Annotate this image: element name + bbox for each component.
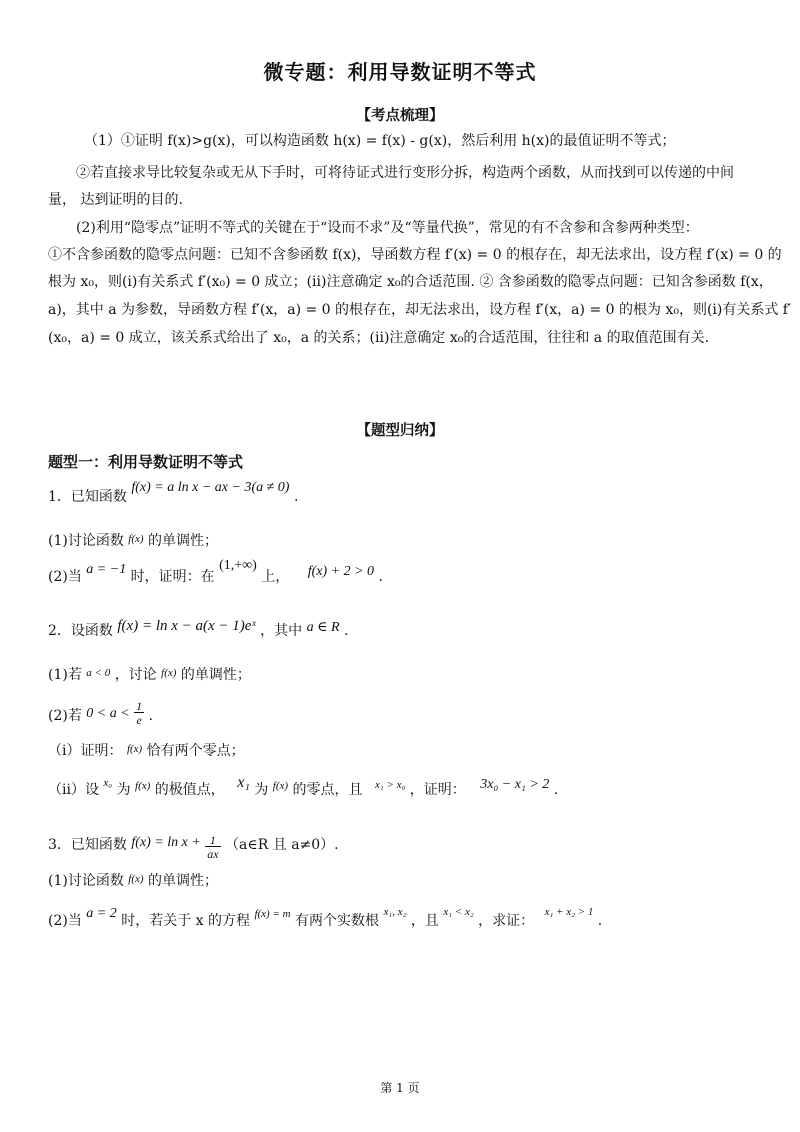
para-1: （1）①证明 f(x)>g(x)，可以构造函数 h(x) = f(x) - g(x)，然后利用 h(x)的最值证明不等式； xyxy=(84,133,676,149)
problem-3-q1-prefix: (1)讨论函数 xyxy=(48,873,124,889)
problem-3-q2-b: 时，若关于 x 的方程 xyxy=(121,913,250,929)
problem-1-q1-fx: f(x) xyxy=(128,533,144,545)
problem-2-qii-f: ，证明： xyxy=(409,782,466,798)
page-title: 微专题：利用导数证明不等式 xyxy=(263,60,537,84)
fraction-denominator: ax xyxy=(207,847,219,861)
problem-3-q1-suffix: 的单调性； xyxy=(148,873,219,889)
para-3e: (x₀，a) = 0 成立，该关系式给出了 x₀，a 的关系；(ii)注意确定 x₀的合适范围，往往和 a 的取值范围有关. xyxy=(48,330,710,346)
problem-3-prefix: 3．已知函数 xyxy=(48,837,127,853)
problem-2-qii-x0: x₀ xyxy=(103,777,113,789)
problem-2-stem xyxy=(48,618,349,641)
problem-1-stem xyxy=(48,480,299,507)
problem-1-q2 xyxy=(48,558,383,587)
para-2b: 量， 达到证明的目的. xyxy=(48,192,183,208)
problem-1-q2-end: . xyxy=(378,569,383,585)
problem-1-prefix: 1．已知函数 xyxy=(48,489,127,505)
problem-2-q1-cond: a < 0 xyxy=(86,667,111,679)
problem-2-qi-fx: f(x) xyxy=(126,743,143,755)
problem-1-q2-c: 上， xyxy=(261,569,290,585)
problem-3-q2-ineq: x₁ + x₂ > 1 xyxy=(544,906,594,918)
problem-2-qii-cond: x₁ > x₀ xyxy=(374,779,406,791)
fraction-numerator: 1 xyxy=(136,699,143,713)
problem-1-q2-b: 时，证明：在 xyxy=(130,569,215,585)
problem-2-q1-fx: f(x) xyxy=(161,667,177,679)
fraction-numerator: 1 xyxy=(209,833,216,847)
problem-1-q1-prefix: (1)讨论函数 xyxy=(48,533,124,549)
question-type-title: 题型一：利用导数证明不等式 xyxy=(48,453,244,471)
page-number: 第 1 页 xyxy=(380,1081,420,1095)
problem-2-qii xyxy=(48,774,559,800)
problem-2-qi-prefix: （i）证明： xyxy=(48,743,123,759)
problem-2-q1-mid: ，讨论 xyxy=(114,667,157,683)
problem-1-q1-suffix: 的单调性； xyxy=(148,533,219,549)
problem-2-qii-e: 的零点，且 xyxy=(292,782,363,798)
para-2a: ②若直接求导比较复杂或无从下手时，可将待证式进行变形分拆，构造两个函数，从而找到可以传递的中间 xyxy=(76,165,734,181)
problem-2-qi-suffix: 恰有两个零点； xyxy=(146,743,245,759)
section-heading-tixing: 【题型归纳】 xyxy=(356,423,444,439)
problem-2-qii-fx2: f(x) xyxy=(272,780,289,792)
problem-2-q2-lhs: 0 < a < xyxy=(86,706,130,721)
para-3d: a)，其中 a 为参数，导函数方程 f′(x，a) = 0 的根存在，却无法求出，设方程 f′(x，a) = 0 的根为 x₀，则(i)有关系式 f′ xyxy=(48,302,792,318)
problem-2-cond: a ∈ R xyxy=(306,620,340,635)
problem-3-q2-roots: x₁, x₂ xyxy=(383,906,407,918)
problem-2-formula: f(x) = ln x − a(x − 1)eˣ xyxy=(117,618,256,634)
problem-2-q2-prefix: (2)若 xyxy=(48,708,82,724)
problem-2-q2 xyxy=(48,699,154,729)
problem-2-qii-x1: x₁ xyxy=(237,774,250,791)
para-3c: 根为 x₀，则(i)有关系式 f′(x₀) = 0 成立；(ii)注意确定 x₀的合适范围. ② 含参函数的隐零点问题：已知含参函数 f(x， xyxy=(48,274,773,290)
problem-3-cond: （a∈R 且 a≠0）. xyxy=(225,837,339,853)
problem-3-q2-cond: a = 2 xyxy=(86,906,117,921)
problem-3-q2-d: ，且 xyxy=(410,913,439,929)
problem-2-q2-fraction xyxy=(134,700,144,726)
problem-3-q2-order: x₁ < x₂ xyxy=(443,906,474,918)
para-3a: (2)利用“隐零点”证明不等式的关键在于“设而不求”及“等量代换”，常见的有不含参和含参两种类型： xyxy=(76,220,699,236)
problem-2-qii-ineq: 3x₀ − x₁ > 2 xyxy=(480,777,550,792)
problem-2-qii-a: （ii）设 xyxy=(48,782,99,798)
problem-3-q2-a: (2)当 xyxy=(48,913,82,929)
problem-3-q2-c: 有两个实数根 xyxy=(295,913,380,929)
problem-1-q2-a: (2)当 xyxy=(48,569,82,585)
problem-3-stem xyxy=(48,832,339,861)
problem-2-mid: ，其中 xyxy=(260,623,303,639)
problem-3-q1-fx: f(x) xyxy=(128,873,144,885)
problem-1-end: . xyxy=(293,489,299,505)
problem-2-q2-end: . xyxy=(148,708,154,724)
section-heading-kaodian: 【考点梳理】 xyxy=(356,108,444,124)
problem-2-qii-end: . xyxy=(553,782,559,798)
para-3b: ①不含参函数的隐零点问题：已知不含参函数 f(x)，导函数方程 f′(x) = 0 的根存在，却无法求出，设方程 f′(x) = 0 的 xyxy=(48,247,782,263)
problem-2-qii-b: 为 xyxy=(116,782,131,798)
problem-2-q1 xyxy=(48,666,251,685)
problem-3-q2 xyxy=(48,906,603,931)
problem-2-qii-fx1: f(x) xyxy=(135,780,151,792)
problem-1-q2-cond: a = −1 xyxy=(86,562,127,577)
problem-2-end: . xyxy=(343,623,349,639)
problem-2-qii-c: 的极值点， xyxy=(154,782,225,798)
problem-3-q1 xyxy=(48,872,218,891)
problem-2-qii-d: 为 xyxy=(254,782,269,798)
problem-1-q2-interval: (1,+∞) xyxy=(219,558,257,573)
fraction-denominator: e xyxy=(134,712,144,726)
problem-3-q2-eq: f(x) = m xyxy=(254,908,291,920)
problem-3-q2-e: ，求证： xyxy=(478,913,535,929)
problem-1-formula: f(x) = a ln x − ax − 3(a ≠ 0) xyxy=(131,480,290,495)
problem-3-lhs: f(x) = ln x + xyxy=(131,835,201,850)
problem-2-qi xyxy=(48,742,245,761)
problem-2-q1-suffix: 的单调性； xyxy=(180,667,251,683)
problem-1-q1 xyxy=(48,532,218,551)
problem-3-q2-end: . xyxy=(597,913,603,929)
problem-2-q1-prefix: (1)若 xyxy=(48,667,82,683)
problem-3-fraction xyxy=(205,834,220,860)
problem-1-q2-ineq: f(x) + 2 > 0 xyxy=(307,564,375,579)
problem-2-prefix: 2．设函数 xyxy=(48,623,113,639)
